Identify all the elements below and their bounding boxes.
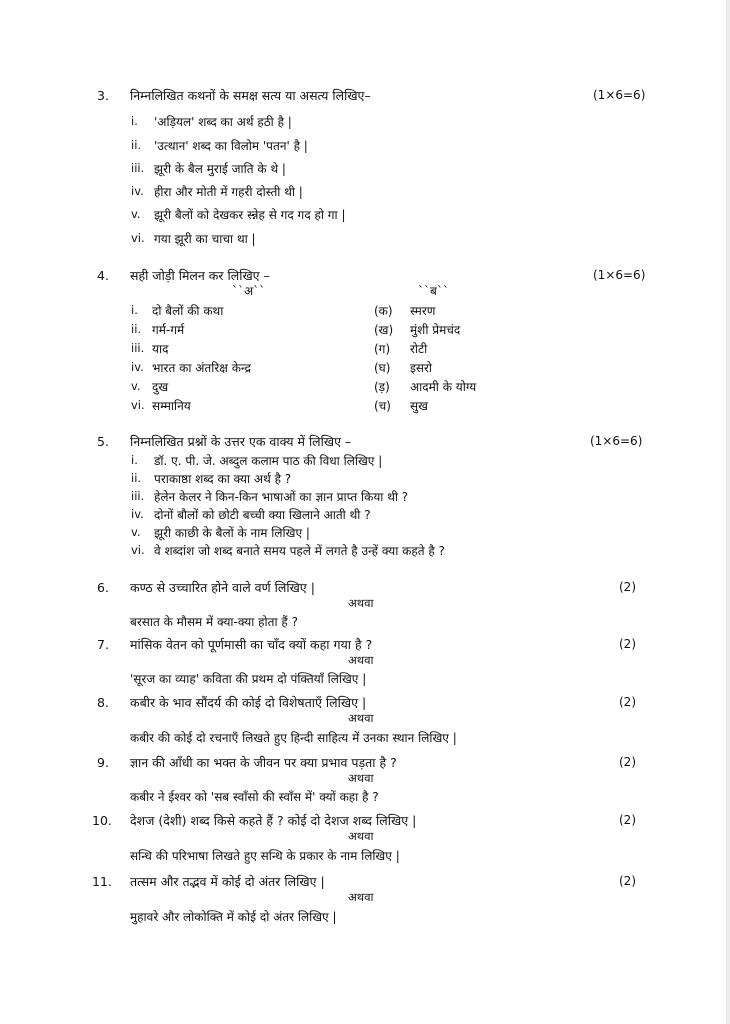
alternative-question: बरसात के मौसम में क्या-क्या होता हैं ? [130, 615, 298, 629]
match-right-text: रोटी [410, 342, 428, 356]
question-marks: (2) [619, 695, 636, 709]
match-left-text: सम्मानिय [152, 399, 191, 413]
or-divider: अथवा [348, 890, 374, 904]
or-divider: अथवा [348, 653, 374, 667]
match-left-number: iii. [131, 341, 145, 355]
match-right-key: (क) [374, 304, 393, 318]
question-text: कण्ठ से उच्चारित होने वाले वर्ण लिखिए | [130, 580, 315, 595]
question-item-text: डॉ. ए. पी. जे. अब्दुल कलाम पाठ की विधा लिखिए | [154, 454, 383, 468]
item-number: iv. [131, 184, 144, 198]
question-number: 10. [92, 813, 112, 828]
question-marks: (2) [619, 755, 636, 769]
or-divider: अथवा [348, 771, 374, 785]
match-left-number: vi. [131, 398, 145, 412]
match-left-text: भारत का अंतरिक्ष केन्द्र [152, 361, 251, 375]
match-left-text: दुख [152, 380, 169, 394]
question-item-text: झूरी काछी के बैलों के नाम लिखिए | [154, 526, 310, 540]
match-right-text: इसरो [410, 361, 433, 375]
question-item-text: हेलेन केलर ने किन-किन भाषाओं का ज्ञान प्राप्त किया थी ? [154, 490, 409, 504]
question-number: 4. [97, 268, 109, 283]
item-number: ii. [131, 138, 142, 152]
question-marks: (2) [619, 580, 636, 594]
item-number: i. [131, 453, 138, 467]
question-text: तत्सम और तद्भव में कोई दो अंतर लिखिए | [130, 874, 325, 889]
match-left-text: याद [152, 342, 169, 356]
question-text: देशज (देशी) शब्द किसे कहते हैं ? कोई दो देशज शब्द लिखिए | [130, 813, 417, 828]
match-left-text: गर्म-गर्म [152, 323, 185, 337]
column-b-heading: ``ब`` [418, 284, 449, 298]
alternative-question: कबीर की कोई दो रचनाएँ लिखते हुए हिन्दी साहित्य में उनका स्थान लिखिए | [130, 731, 457, 745]
or-divider: अथवा [348, 711, 374, 725]
item-number: iii. [131, 161, 145, 175]
question-marks: (2) [619, 637, 636, 651]
page-edge [726, 0, 730, 1024]
question-marks: (1×6=6) [593, 88, 646, 102]
statement-text: झूरी बैलों को देखकर स्न्नेह से गद गद हो गा | [154, 208, 346, 222]
alternative-question: सन्धि की परिभाषा लिखते हुए सन्धि के प्रकार के नाम लिखिए | [130, 849, 400, 863]
statement-text: गया झूरी का चाचा था | [154, 232, 256, 246]
question-text: सही जोड़ी मिलन कर लिखिए – [130, 268, 270, 283]
question-number: 6. [97, 580, 109, 595]
item-number: ii. [131, 471, 142, 485]
match-right-text: सुख [410, 399, 428, 413]
question-number: 7. [97, 637, 109, 652]
match-right-key: (ड़) [374, 380, 390, 394]
question-number: 11. [92, 874, 112, 889]
question-marks: (2) [619, 813, 636, 827]
alternative-question: मुहावरे और लोकोक्ति में कोई दो अंतर लिखिए | [130, 910, 337, 924]
question-marks: (1×6=6) [590, 434, 643, 448]
question-number: 5. [97, 434, 109, 449]
question-item-text: दोनों बौलों को छोटी बच्ची क्या खिलाने आती थी ? [154, 508, 371, 522]
match-right-key: (च) [374, 399, 391, 413]
match-right-key: (ग) [374, 342, 391, 356]
statement-text: 'अड़ियल' शब्द का अर्थ हठी है | [154, 115, 292, 129]
column-a-heading: ``अ`` [232, 284, 266, 298]
question-marks: (2) [619, 874, 636, 888]
item-number: vi. [131, 543, 145, 557]
match-right-text: मुंशी प्रेमचंद [410, 323, 461, 337]
question-item-text: पराकाष्ठा शब्द का क्या अर्थ है ? [154, 472, 292, 486]
statement-text: हीरा और मोती में गहरी दोस्ती थी | [154, 185, 303, 199]
match-left-number: ii. [131, 322, 142, 336]
statement-text: 'उत्थान' शब्द का विलोम 'पतन' है | [154, 139, 308, 153]
alternative-question: 'सूरज का व्याह' कविता की प्रथम दो पंक्तियाँ लिखिए | [130, 672, 367, 686]
question-marks: (1×6=6) [593, 268, 646, 282]
question-text: निम्नलिखित कथनों के समक्ष सत्य या असत्य लिखिए– [130, 88, 371, 103]
or-divider: अथवा [348, 829, 374, 843]
match-left-number: iv. [131, 360, 144, 374]
question-text: कबीर के भाव सौंदर्य की कोई दो विशेषताएँ लिखिए | [130, 695, 367, 710]
item-number: v. [131, 525, 141, 539]
match-left-text: दो बैलों की कथा [152, 304, 224, 318]
match-right-text: आदमी के योग्य [410, 380, 477, 394]
alternative-question: कबीर ने ईश्वर को 'सब स्वाँसो की स्वाँस में' क्यों कहा है ? [130, 790, 379, 804]
item-number: iii. [131, 489, 145, 503]
item-number: v. [131, 207, 141, 221]
question-text: मांसिक वेतन को पूर्णमासी का चाँद क्यों कहा गया है ? [130, 637, 373, 652]
match-right-key: (ख) [374, 323, 394, 337]
match-left-number: i. [131, 303, 138, 317]
question-number: 8. [97, 695, 109, 710]
or-divider: अथवा [348, 596, 374, 610]
match-right-text: स्मरण [410, 304, 436, 318]
question-item-text: वे शब्दांश जो शब्द बनाते समय पहले में लगते है उन्हें क्या कहते है ? [154, 544, 445, 558]
question-text: निम्नलिखित प्रश्नों के उत्तर एक वाक्य में लिखिए – [130, 434, 352, 449]
question-number: 9. [97, 755, 109, 770]
question-number: 3. [97, 88, 109, 103]
match-left-number: v. [131, 379, 141, 393]
item-number: iv. [131, 507, 144, 521]
item-number: vi. [131, 231, 145, 245]
match-right-key: (घ) [374, 361, 391, 375]
statement-text: झूरी के बैल मुराई जाति के थे | [154, 162, 286, 176]
question-text: ज्ञान की आँधी का भक्त के जीवन पर क्या प्रभाव पड़ता है ? [130, 755, 397, 770]
item-number: i. [131, 114, 138, 128]
